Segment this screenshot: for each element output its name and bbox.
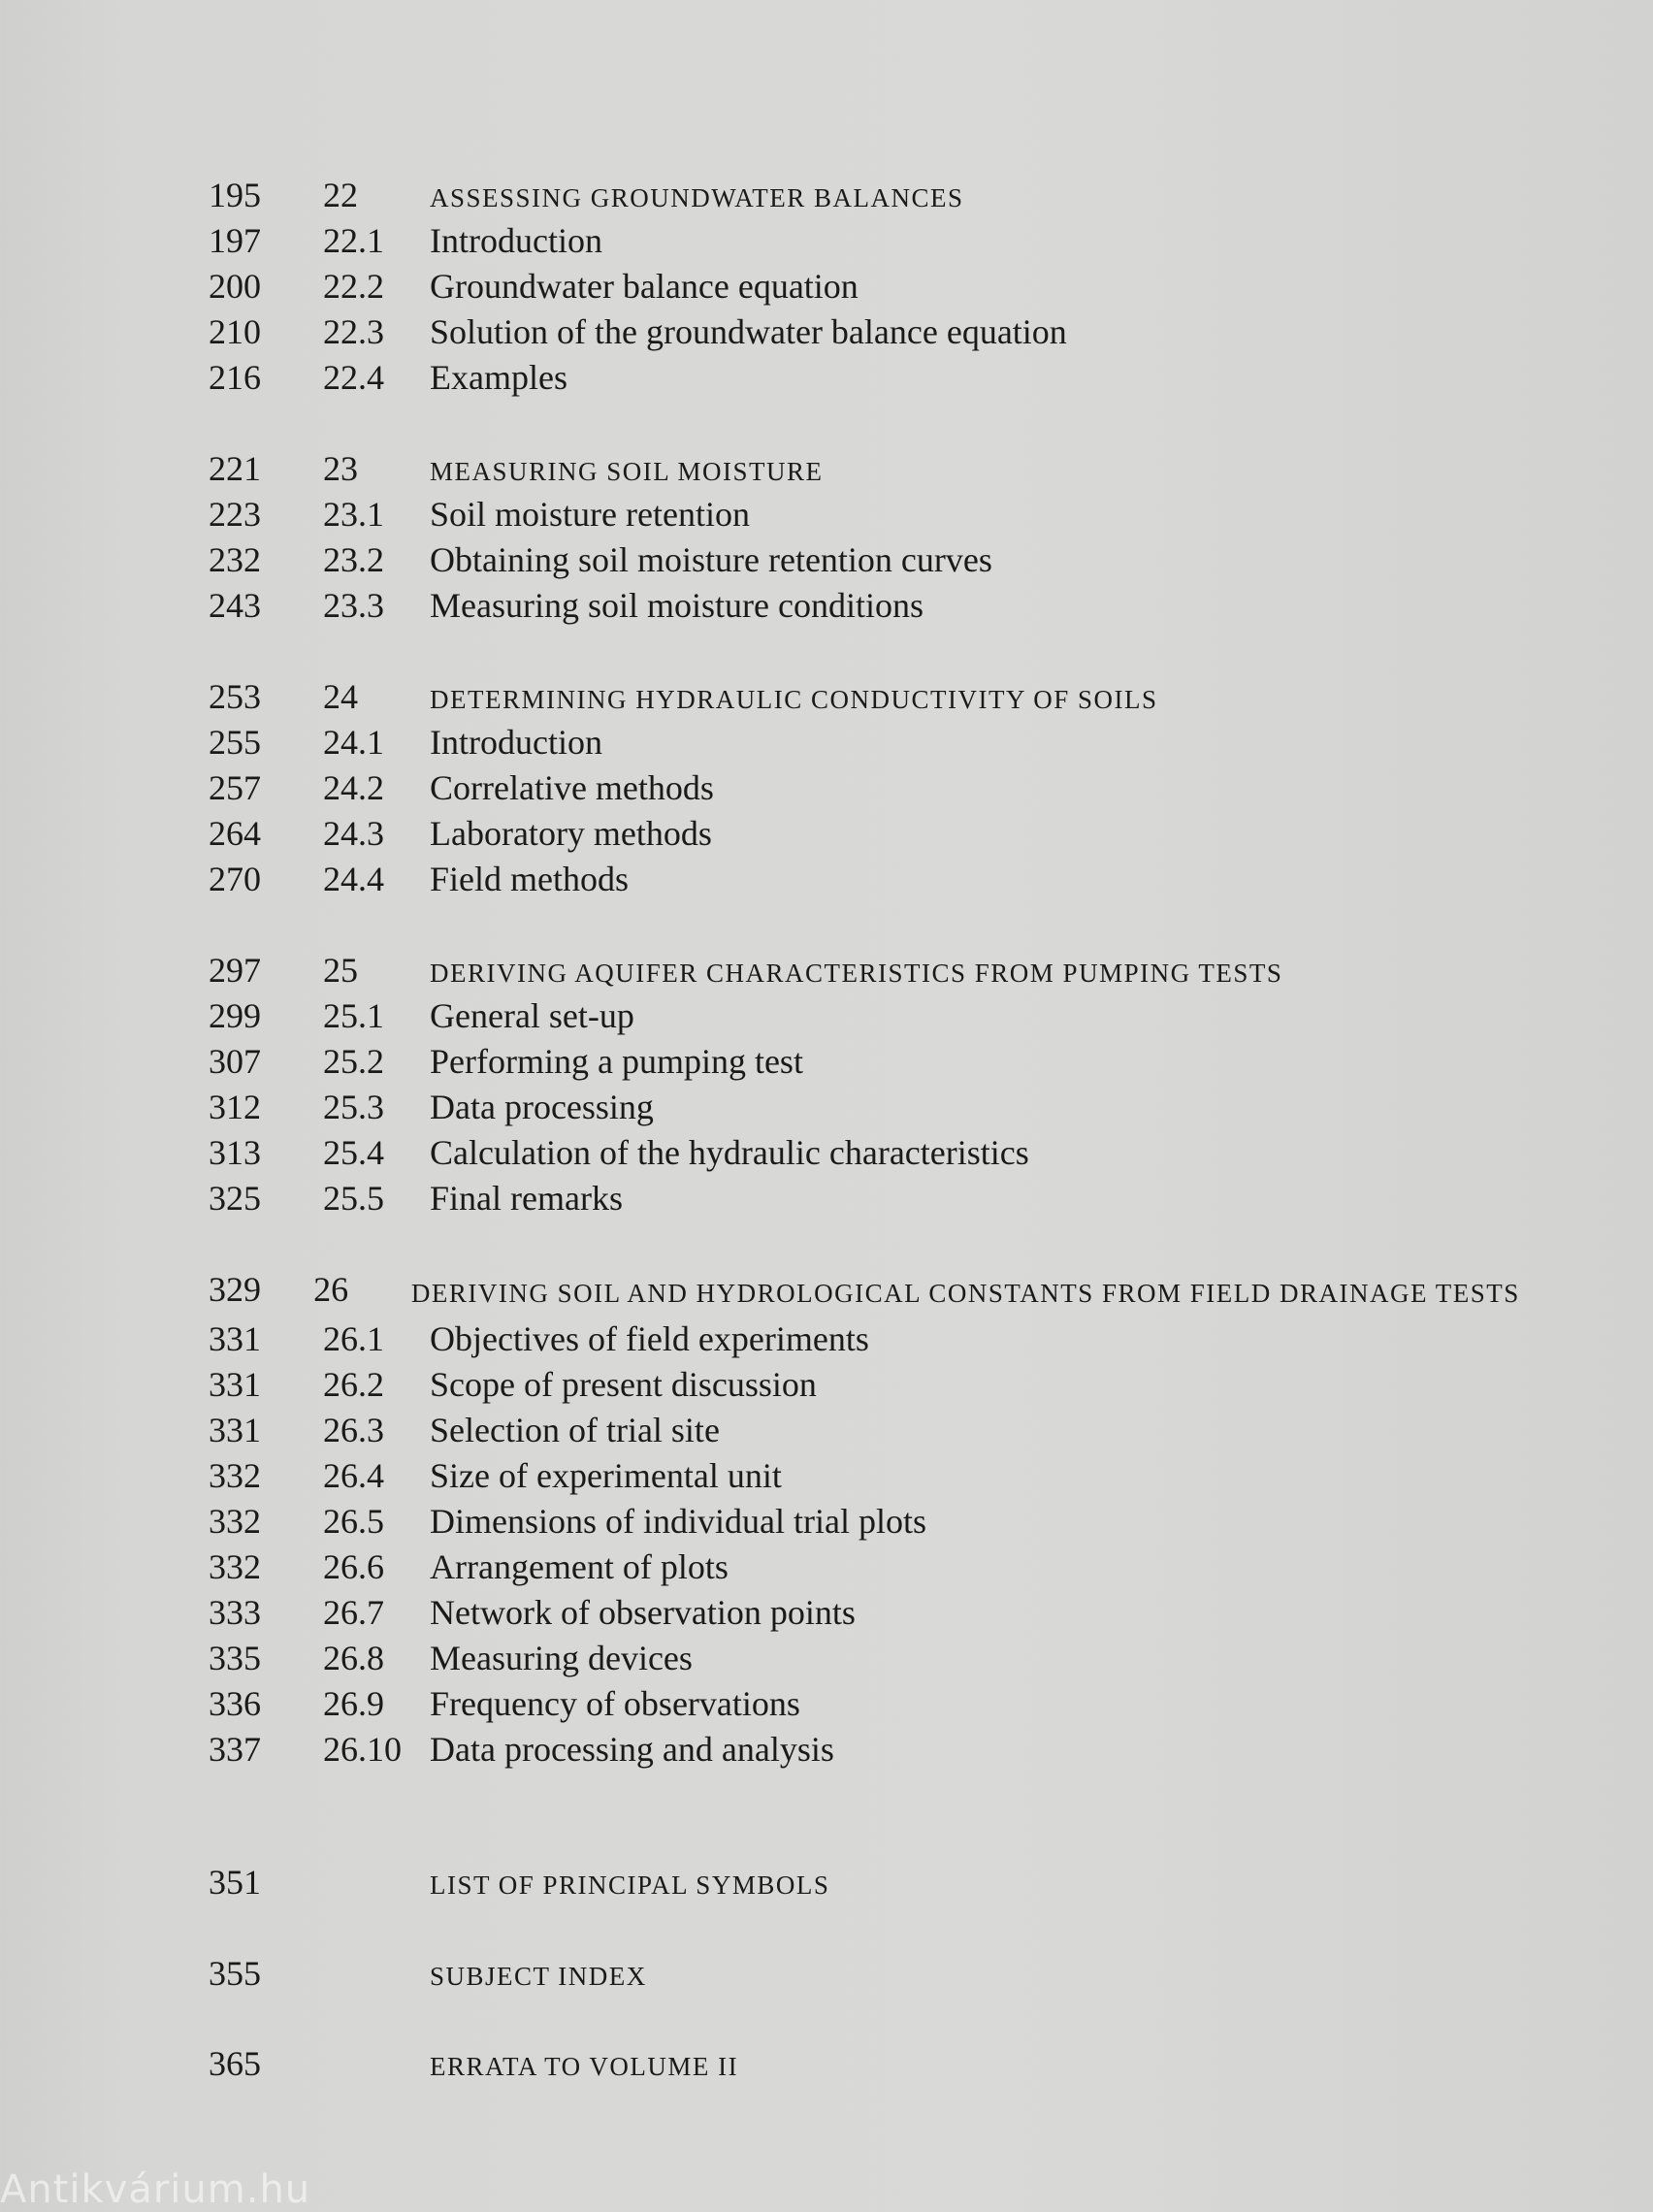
page-number: 307 [209, 1042, 261, 1081]
section-number: 26.4 [323, 1456, 384, 1495]
section-number: 26.1 [323, 1319, 384, 1358]
section-number: 25.3 [323, 1088, 384, 1126]
page-number: 264 [209, 814, 261, 853]
back-matter-heading: ERRATA TO VOLUME II [430, 2052, 739, 2081]
chapter-26 [209, 1267, 1567, 1773]
toc-entry [209, 355, 1567, 401]
section-number: 24.3 [323, 814, 384, 853]
toc-entry [209, 857, 1567, 902]
section-number: 22.3 [323, 312, 384, 351]
section-number: 26.6 [323, 1547, 384, 1586]
page-number: 255 [209, 723, 261, 762]
back-matter-heading: SUBJECT INDEX [430, 1962, 647, 1991]
page-number: 313 [209, 1133, 261, 1172]
page-number: 232 [209, 540, 261, 579]
toc-entry [209, 264, 1567, 309]
page-number: 243 [209, 586, 261, 625]
page-number: 270 [209, 860, 261, 898]
back-matter-index [209, 1951, 1567, 1997]
page-number: 216 [209, 358, 261, 397]
page-number: 312 [209, 1088, 261, 1126]
toc-entry [209, 492, 1567, 537]
page-number: 329 [209, 1270, 261, 1309]
page-number: 253 [209, 677, 261, 716]
chapter-heading-row [209, 1267, 1567, 1317]
section-title: Selection of trial site [430, 1411, 720, 1449]
toc-entry [209, 1176, 1567, 1221]
section-title: Introduction [430, 221, 602, 260]
section-number: 26.9 [323, 1684, 384, 1723]
watermark: Antikvárium.hu [0, 2167, 311, 2212]
section-title: Laboratory methods [430, 814, 712, 853]
page-number: 331 [209, 1319, 261, 1358]
toc-entry [209, 1590, 1567, 1636]
section-title: Measuring devices [430, 1639, 693, 1677]
toc-entry [209, 1499, 1567, 1545]
section-number: 24.2 [323, 768, 384, 807]
section-title: Network of observation points [430, 1593, 856, 1632]
toc-entry [209, 309, 1567, 355]
section-title: Solution of the groundwater balance equation [430, 312, 1067, 351]
chapter-number: 25 [323, 951, 358, 990]
section-number: 26.2 [323, 1365, 384, 1404]
page-number: 197 [209, 221, 261, 260]
back-matter-row [209, 1951, 1567, 1997]
section-number: 23.1 [323, 495, 384, 534]
section-number: 26.7 [323, 1593, 384, 1632]
chapter-number: 24 [323, 677, 358, 716]
page-number: 332 [209, 1456, 261, 1495]
section-title: Correlative methods [430, 768, 714, 807]
section-title: Obtaining soil moisture retention curves [430, 540, 992, 579]
page-number: 351 [209, 1863, 261, 1902]
chapter-heading-row [209, 173, 1567, 218]
section-title: Calculation of the hydraulic characteristics [430, 1133, 1029, 1172]
section-title: General set-up [430, 996, 634, 1035]
section-title: Examples [430, 358, 567, 397]
section-title: Dimensions of individual trial plots [430, 1502, 926, 1541]
toc-entry [209, 1362, 1567, 1408]
page-number: 221 [209, 449, 261, 488]
toc-entry [209, 1453, 1567, 1499]
page-number: 331 [209, 1411, 261, 1449]
page-number: 299 [209, 996, 261, 1035]
chapter-heading: DERIVING AQUIFER CHARACTERISTICS FROM PUMPING TESTS [430, 959, 1283, 988]
page-number: 335 [209, 1639, 261, 1677]
toc-entry [209, 765, 1567, 811]
toc-entry [209, 218, 1567, 264]
section-number: 24.1 [323, 723, 384, 762]
page-number: 257 [209, 768, 261, 807]
section-title: Performing a pumping test [430, 1042, 803, 1081]
section-number: 25.5 [323, 1179, 384, 1218]
chapter-25 [209, 948, 1567, 1221]
back-matter-heading: LIST OF PRINCIPAL SYMBOLS [430, 1870, 830, 1900]
page-number: 333 [209, 1593, 261, 1632]
chapter-heading: MEASURING SOIL MOISTURE [430, 457, 824, 486]
toc-entry [209, 1681, 1567, 1727]
page-number: 331 [209, 1365, 261, 1404]
page-number: 337 [209, 1730, 261, 1769]
section-title: Field methods [430, 860, 629, 898]
toc-entry [209, 1317, 1567, 1362]
chapter-number: 23 [323, 449, 358, 488]
toc-entry [209, 1039, 1567, 1085]
toc-entry [209, 537, 1567, 583]
back-matter-symbols [209, 1860, 1567, 1905]
section-number: 26.10 [323, 1730, 402, 1769]
toc-entry [209, 1727, 1567, 1773]
back-matter-row [209, 2041, 1567, 2087]
page-number: 223 [209, 495, 261, 534]
section-title: Soil moisture retention [430, 495, 750, 534]
section-title: Groundwater balance equation [430, 267, 859, 306]
toc-entry [209, 1408, 1567, 1453]
page-number: 365 [209, 2044, 261, 2083]
chapter-22 [209, 173, 1567, 401]
section-number: 26.8 [323, 1639, 384, 1677]
back-matter-errata [209, 2041, 1567, 2087]
page-number: 336 [209, 1684, 261, 1723]
page-number: 297 [209, 951, 261, 990]
section-number: 26.3 [323, 1411, 384, 1449]
section-title: Data processing and analysis [430, 1730, 834, 1769]
section-title: Frequency of observations [430, 1684, 800, 1723]
chapter-number: 26 [313, 1270, 349, 1309]
section-number: 25.4 [323, 1133, 384, 1172]
section-number: 22.1 [323, 221, 384, 260]
chapter-heading: DERIVING SOIL AND HYDROLOGICAL CONSTANTS FROM FIELD DRAINAGE TESTS [410, 1279, 1520, 1308]
section-number: 22.2 [323, 267, 384, 306]
toc-entry [209, 1130, 1567, 1176]
toc-entry [209, 1636, 1567, 1681]
chapter-24 [209, 674, 1567, 902]
chapter-number: 22 [323, 176, 358, 214]
toc-entry [209, 583, 1567, 629]
chapter-heading-row [209, 674, 1567, 720]
chapter-heading: ASSESSING GROUNDWATER BALANCES [430, 183, 964, 212]
toc-entry [209, 993, 1567, 1039]
chapter-heading-row [209, 446, 1567, 492]
page-number: 200 [209, 267, 261, 306]
chapter-23 [209, 446, 1567, 629]
page-number: 195 [209, 176, 261, 214]
section-title: Final remarks [430, 1179, 623, 1218]
page-number: 332 [209, 1502, 261, 1541]
page-number: 332 [209, 1547, 261, 1586]
section-title: Objectives of field experiments [430, 1319, 869, 1358]
back-matter-row [209, 1860, 1567, 1905]
page-number: 325 [209, 1179, 261, 1218]
section-number: 23.2 [323, 540, 384, 579]
toc-entry [209, 811, 1567, 857]
toc-entry [209, 1085, 1567, 1130]
section-title: Data processing [430, 1088, 654, 1126]
toc-entry [209, 1545, 1567, 1590]
section-number: 24.4 [323, 860, 384, 898]
section-title: Introduction [430, 723, 602, 762]
section-number: 26.5 [323, 1502, 384, 1541]
section-number: 25.1 [323, 996, 384, 1035]
page-number: 210 [209, 312, 261, 351]
chapter-heading: DETERMINING HYDRAULIC CONDUCTIVITY OF SOILS [430, 685, 1158, 714]
section-title: Measuring soil moisture conditions [430, 586, 924, 625]
section-number: 23.3 [323, 586, 384, 625]
section-number: 22.4 [323, 358, 384, 397]
toc-entry [209, 720, 1567, 765]
page-number: 355 [209, 1954, 261, 1993]
section-title: Scope of present discussion [430, 1365, 817, 1404]
chapter-heading-row [209, 948, 1567, 993]
section-title: Arrangement of plots [430, 1547, 729, 1586]
section-number: 25.2 [323, 1042, 384, 1081]
section-title: Size of experimental unit [430, 1456, 782, 1495]
